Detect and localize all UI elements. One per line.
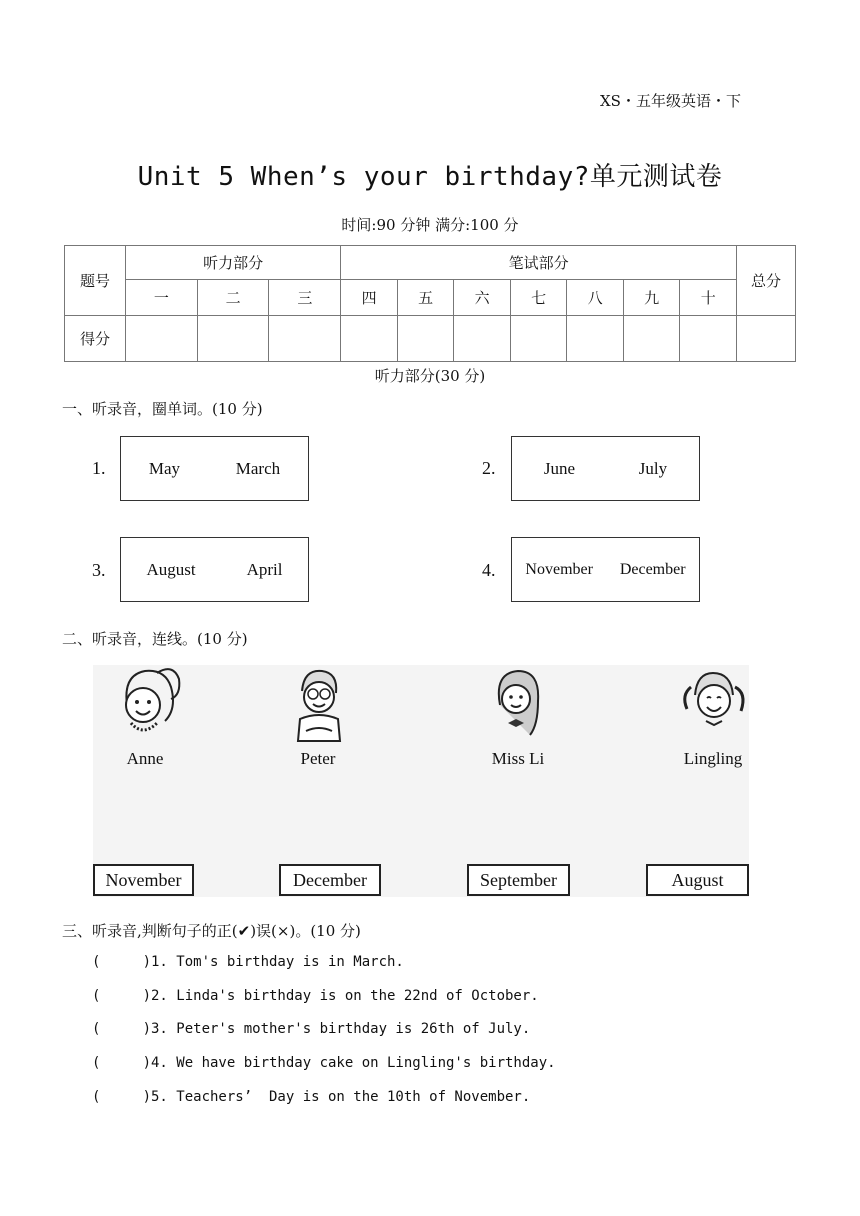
person-name: Anne (126, 749, 164, 768)
score-table-tihao: 题号 (65, 246, 126, 316)
q2-number: 2. (482, 458, 496, 478)
girl-icon (105, 665, 185, 747)
matching-area (93, 665, 749, 897)
word-option[interactable]: June (543, 458, 576, 478)
word-option[interactable]: April (246, 559, 283, 579)
score-cell[interactable] (397, 316, 454, 362)
person-peter (258, 665, 378, 769)
section2-heading: 二、听录音，连线。(10 分) (62, 630, 248, 648)
exam-info: 时间:90 分钟 满分:100 分 (341, 216, 519, 234)
judge-item: ( )1. Tom's birthday is in March. (92, 954, 404, 970)
word-option[interactable]: November (525, 560, 593, 578)
month-box-december[interactable]: December (279, 864, 381, 896)
q1-word-box (120, 436, 309, 501)
score-table-listening: 听力部分 (126, 246, 341, 280)
score-col: 八 (567, 280, 624, 316)
q4-word-box (511, 537, 700, 602)
word-option[interactable]: May (148, 458, 181, 478)
score-table (64, 245, 796, 362)
listening-section-title: 听力部分(30 分) (374, 367, 486, 385)
month-box-september[interactable]: September (467, 864, 570, 896)
section1-heading: 一、听录音，圈单词。(10 分) (62, 400, 263, 418)
month-box-august[interactable]: August (646, 864, 749, 896)
score-cell[interactable] (623, 316, 680, 362)
score-cell[interactable] (341, 316, 398, 362)
score-col: 四 (341, 280, 398, 316)
judge-item: ( )3. Peter's mother's birthday is 26th of July. (92, 1021, 531, 1037)
score-col: 五 (397, 280, 454, 316)
score-cell[interactable] (737, 316, 796, 362)
score-cell[interactable] (269, 316, 341, 362)
score-table-total: 总分 (737, 246, 796, 316)
judge-item: ( )4. We have birthday cake on Lingling's birthday. (92, 1055, 556, 1071)
word-option[interactable]: March (235, 458, 281, 478)
woman-icon (478, 665, 558, 747)
person-anne (85, 665, 205, 769)
score-col: 一 (126, 280, 198, 316)
q2-word-box (511, 436, 700, 501)
q3-number: 3. (92, 560, 106, 580)
word-option[interactable]: July (638, 458, 668, 478)
score-col: 十 (680, 280, 737, 316)
score-col: 三 (269, 280, 341, 316)
score-cell[interactable] (197, 316, 269, 362)
score-cell[interactable] (680, 316, 737, 362)
person-name: Lingling (683, 749, 743, 768)
girl-pigtails-icon (673, 665, 753, 747)
word-option[interactable]: December (619, 560, 686, 578)
score-col: 二 (197, 280, 269, 316)
person-name: Miss Li (491, 749, 545, 768)
score-cell[interactable] (454, 316, 511, 362)
score-col: 六 (454, 280, 511, 316)
month-box-november[interactable]: November (93, 864, 194, 896)
score-col: 九 (623, 280, 680, 316)
person-lingling (653, 665, 773, 769)
score-table-writing: 笔试部分 (341, 246, 737, 280)
header-tag: XS・五年级英语・下 (600, 92, 741, 110)
score-cell[interactable] (510, 316, 567, 362)
score-cell[interactable] (567, 316, 624, 362)
score-cell[interactable] (126, 316, 198, 362)
person-name: Peter (300, 749, 336, 768)
q4-number: 4. (482, 560, 496, 580)
score-table-defen: 得分 (65, 316, 126, 362)
score-col: 七 (510, 280, 567, 316)
page-title: Unit 5 When’s your birthday?单元测试卷 (137, 162, 723, 192)
section3-heading: 三、听录音,判断句子的正(✔)误(×)。(10 分) (62, 922, 361, 940)
person-miss-li (458, 665, 578, 769)
word-option[interactable]: August (146, 559, 196, 579)
judge-item: ( )2. Linda's birthday is on the 22nd of October. (92, 988, 539, 1004)
judge-item: ( )5. Teachers’ Day is on the 10th of November. (92, 1089, 531, 1105)
q1-number: 1. (92, 458, 106, 478)
q3-word-box (120, 537, 309, 602)
boy-icon (278, 665, 358, 747)
